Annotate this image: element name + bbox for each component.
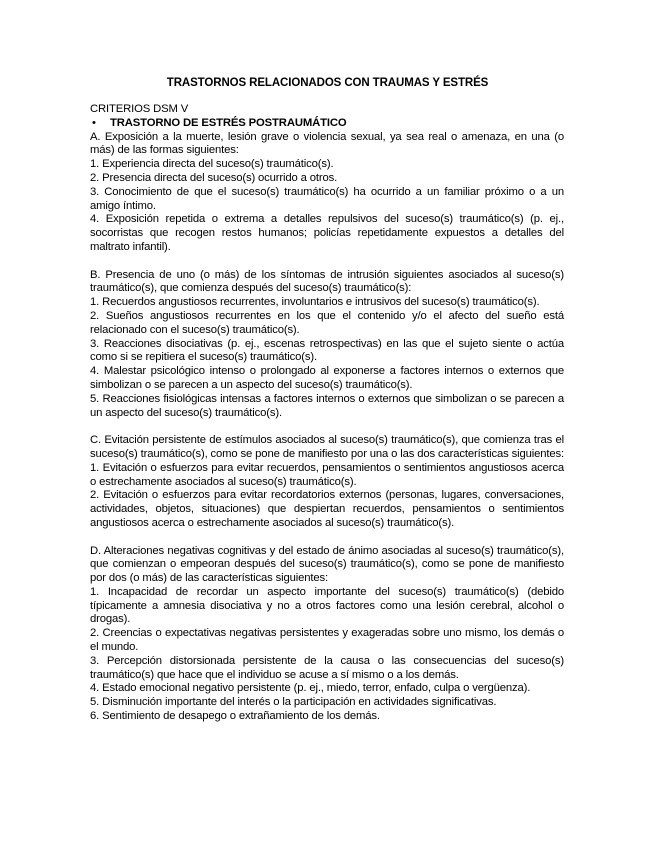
- bullet-icon: •: [92, 116, 96, 129]
- criterion-d-item: 2. Creencias o expectativas negativas persistentes y exageradas sobre uno mismo, los demás o el mundo.: [90, 627, 564, 654]
- criterion-d: [90, 545, 564, 724]
- criterion-c: [90, 434, 564, 531]
- criterion-a-intro: A. Exposición a la muerte, lesión grave o violencia sexual, ya sea real o amenaza, en una (o más) de las formas siguientes:: [90, 130, 564, 157]
- criterion-a: [90, 131, 564, 255]
- criterion-a-item: 3. Conocimiento de que el suceso(s) traumático(s) ha ocurrido a un familiar próximo o a un amigo íntimo.: [90, 185, 564, 212]
- criterion-d-item: 4. Estado emocional negativo persistente (p. ej., miedo, terror, enfado, culpa o vergüenza).: [90, 682, 531, 695]
- criterion-d-intro: D. Alteraciones negativas cognitivas y del estado de ánimo asociadas al suceso(s) traumático(s), que comienzan o empeoran después del suceso(s) traumático(s), como se pone de manifiesto por dos (o más) de las características siguientes:: [90, 544, 564, 585]
- criterion-c-item: 2. Evitación o esfuerzos para evitar recordatorios externos (personas, lugares, conversaciones, actividades, objetos, situaciones) que despiertan recuerdos, pensamientos o sentimientos angustiosos acerca o estrechamente asociados al suceso(s) traumático(s).: [90, 489, 564, 529]
- criterion-b-item: 2. Sueños angustiosos recurrentes en los que el contenido y/o el afecto del sueño está relacionado con el suceso(s) traumático(s).: [90, 309, 564, 336]
- criterion-b: [90, 269, 564, 421]
- disorder-heading: [90, 117, 564, 131]
- criteria-label: CRITERIOS DSM V: [90, 103, 189, 115]
- criterion-b-intro: B. Presencia de uno (o más) de los síntomas de intrusión siguientes asociados al suceso(s) traumático(s), que comienza después del suceso(s) traumático(s):: [90, 268, 564, 295]
- criterion-b-item: 5. Reacciones fisiológicas intensas a factores internos o externos que simbolizan o se parecen a un aspecto del suceso(s) traumático(s).: [90, 392, 564, 419]
- criterion-d-item: 6. Sentimiento de desapego o extrañamiento de los demás.: [90, 710, 380, 723]
- disorder-heading-text: TRASTORNO DE ESTRÉS POSTRAUMÁTICO: [110, 116, 347, 129]
- document-title: TRASTORNOS RELACIONADOS CON TRAUMAS Y ESTRÉS: [166, 77, 489, 89]
- criterion-a-item: 4. Exposición repetida o extrema a detalles repulsivos del suceso(s) traumático(s) (p. ej., socorristas que recogen restos humanos; policías repetidamente expuestos a detalles del maltrato infantil).: [90, 213, 564, 253]
- criterion-b-item: 3. Reacciones disociativas (p. ej., escenas retrospectivas) en las que el sujeto siente o actúa como si se repitiera el suceso(s) traumático(s).: [90, 337, 564, 364]
- document-body: [90, 103, 564, 724]
- criterion-b-item: 1. Recuerdos angustiosos recurrentes, involuntarios e intrusivos del suceso(s) traumático(s).: [90, 296, 540, 309]
- criterion-d-item: 5. Disminución importante del interés o la participación en actividades significativas.: [90, 696, 497, 709]
- criterion-c-intro: C. Evitación persistente de estímulos asociados al suceso(s) traumático(s), que comienza tras el suceso(s) traumático(s), como se pone de manifiesto por una o las dos características siguientes:: [90, 434, 564, 460]
- criterion-b-item: 4. Malestar psicológico intenso o prolongado al exponerse a factores internos o externos que simbolizan o se parecen a un aspecto del suceso(s) traumático(s).: [90, 365, 564, 391]
- criterion-a-item: 1. Experiencia directa del suceso(s) traumático(s).: [90, 158, 334, 171]
- criterion-d-item: 3. Percepción distorsionada persistente de la causa o las consecuencias del suceso(s) traumático(s) que hace que el individuo se acuse a sí mismo o a los demás.: [90, 654, 564, 681]
- criterion-d-item: 1. Incapacidad de recordar un aspecto importante del suceso(s) traumático(s) (debido típicamente a amnesia disociativa y no a otros factores como una lesión cerebral, alcohol o drogas).: [90, 585, 564, 626]
- criterion-c-item: 1. Evitación o esfuerzos para evitar recuerdos, pensamientos o sentimientos angustiosos acerca o estrechamente asociados al suceso(s) traumático(s).: [90, 461, 564, 488]
- criterion-a-item: 2. Presencia directa del suceso(s) ocurrido a otros.: [90, 171, 338, 184]
